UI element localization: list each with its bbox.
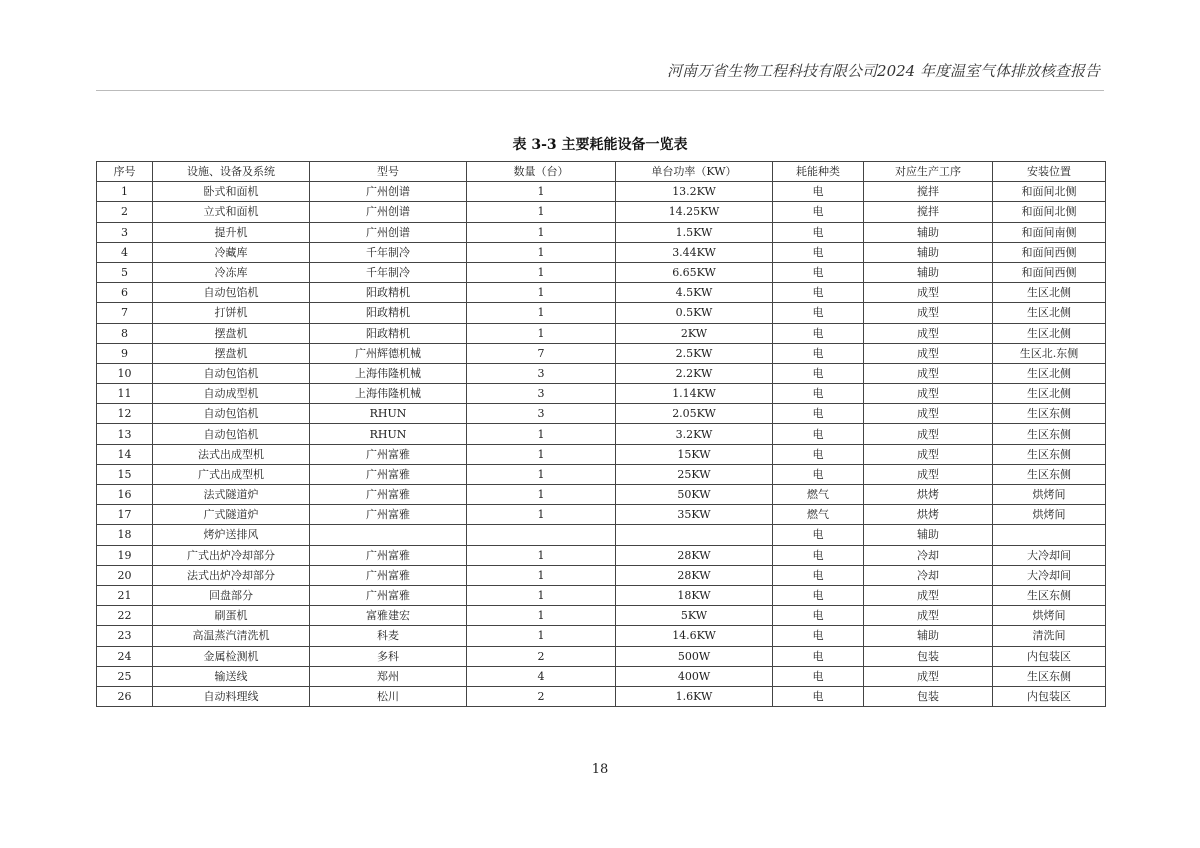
cell-power: 1.14KW (616, 384, 773, 404)
cell-energy-type: 电 (773, 182, 864, 202)
cell-seq: 18 (97, 525, 153, 545)
cell-process: 烘烤 (864, 505, 993, 525)
cell-power: 1.6KW (616, 686, 773, 706)
table-row (97, 545, 1106, 565)
cell-seq: 22 (97, 606, 153, 626)
cell-energy-type: 电 (773, 606, 864, 626)
cell-energy-type: 电 (773, 202, 864, 222)
cell-equipment: 提升机 (153, 222, 310, 242)
cell-equipment: 法式出炉冷却部分 (153, 565, 310, 585)
cell-process: 成型 (864, 303, 993, 323)
cell-location: 生区东侧 (993, 585, 1106, 605)
cell-model: 广州富雅 (310, 545, 467, 565)
cell-energy-type: 电 (773, 646, 864, 666)
cell-equipment: 冷冻库 (153, 262, 310, 282)
cell-seq: 14 (97, 444, 153, 464)
cell-process: 辅助 (864, 242, 993, 262)
cell-quantity: 1 (467, 424, 616, 444)
cell-location: 生区东侧 (993, 444, 1106, 464)
cell-energy-type: 电 (773, 525, 864, 545)
cell-process: 成型 (864, 424, 993, 444)
cell-equipment: 广式出炉冷却部分 (153, 545, 310, 565)
table-row (97, 283, 1106, 303)
cell-power: 5KW (616, 606, 773, 626)
cell-seq: 4 (97, 242, 153, 262)
cell-location: 生区东侧 (993, 404, 1106, 424)
cell-process: 烘烤 (864, 485, 993, 505)
cell-location: 内包装区 (993, 686, 1106, 706)
cell-seq: 7 (97, 303, 153, 323)
column-header-equipment: 设施、设备及系统 (153, 162, 310, 182)
cell-power: 400W (616, 666, 773, 686)
cell-process: 成型 (864, 283, 993, 303)
cell-process: 成型 (864, 606, 993, 626)
cell-location: 生区北侧 (993, 384, 1106, 404)
cell-power: 50KW (616, 485, 773, 505)
cell-location: 和面间南侧 (993, 222, 1106, 242)
cell-equipment: 自动成型机 (153, 384, 310, 404)
cell-process: 搅拌 (864, 182, 993, 202)
cell-process: 冷却 (864, 545, 993, 565)
table-row (97, 525, 1106, 545)
cell-model: 千年制冷 (310, 242, 467, 262)
cell-energy-type: 燃气 (773, 505, 864, 525)
cell-model: 广州富雅 (310, 464, 467, 484)
cell-power: 2.5KW (616, 343, 773, 363)
table-row (97, 646, 1106, 666)
table-row (97, 222, 1106, 242)
cell-seq: 13 (97, 424, 153, 444)
cell-quantity: 1 (467, 626, 616, 646)
table-row (97, 626, 1106, 646)
cell-power: 14.25KW (616, 202, 773, 222)
table-row (97, 262, 1106, 282)
cell-energy-type: 电 (773, 585, 864, 605)
cell-energy-type: 电 (773, 262, 864, 282)
cell-equipment: 自动包馅机 (153, 363, 310, 383)
cell-location: 烘烤间 (993, 505, 1106, 525)
cell-model: RHUN (310, 404, 467, 424)
cell-location: 生区北侧 (993, 283, 1106, 303)
cell-seq: 25 (97, 666, 153, 686)
cell-seq: 12 (97, 404, 153, 424)
table-row (97, 343, 1106, 363)
cell-seq: 2 (97, 202, 153, 222)
page-number: 18 (591, 762, 609, 777)
column-header-energy-type: 耗能种类 (773, 162, 864, 182)
cell-quantity: 1 (467, 505, 616, 525)
cell-energy-type: 电 (773, 283, 864, 303)
cell-equipment: 回盘部分 (153, 585, 310, 605)
cell-energy-type: 电 (773, 343, 864, 363)
column-header-location: 安装位置 (993, 162, 1106, 182)
running-header: 河南万省生物工程科技有限公司2024 年度温室气体排放核查报告 (667, 62, 1100, 80)
cell-location: 大冷却间 (993, 545, 1106, 565)
table-row (97, 242, 1106, 262)
cell-equipment: 法式出成型机 (153, 444, 310, 464)
cell-seq: 17 (97, 505, 153, 525)
cell-location: 生区北侧 (993, 363, 1106, 383)
cell-equipment: 卧式和面机 (153, 182, 310, 202)
cell-quantity: 2 (467, 686, 616, 706)
cell-process: 辅助 (864, 222, 993, 242)
cell-equipment: 冷藏库 (153, 242, 310, 262)
cell-seq: 6 (97, 283, 153, 303)
cell-power: 4.5KW (616, 283, 773, 303)
column-header-model: 型号 (310, 162, 467, 182)
cell-model: 上海伟隆机械 (310, 363, 467, 383)
cell-location: 生区北侧 (993, 323, 1106, 343)
cell-process: 成型 (864, 363, 993, 383)
cell-power: 25KW (616, 464, 773, 484)
cell-equipment: 自动包馅机 (153, 424, 310, 444)
cell-location: 和面间西侧 (993, 262, 1106, 282)
cell-energy-type: 电 (773, 363, 864, 383)
cell-energy-type: 电 (773, 222, 864, 242)
cell-model: 广州辉德机械 (310, 343, 467, 363)
cell-quantity: 1 (467, 222, 616, 242)
cell-model: 科麦 (310, 626, 467, 646)
table-row (97, 303, 1106, 323)
cell-location: 生区东侧 (993, 666, 1106, 686)
cell-quantity: 3 (467, 384, 616, 404)
cell-model: 多科 (310, 646, 467, 666)
cell-quantity: 1 (467, 606, 616, 626)
cell-model: 广州富雅 (310, 505, 467, 525)
cell-quantity (467, 525, 616, 545)
cell-power: 18KW (616, 585, 773, 605)
table-row (97, 585, 1106, 605)
cell-location: 内包装区 (993, 646, 1106, 666)
cell-seq: 8 (97, 323, 153, 343)
cell-model: 上海伟隆机械 (310, 384, 467, 404)
cell-power: 28KW (616, 545, 773, 565)
cell-energy-type: 电 (773, 545, 864, 565)
cell-equipment: 金属检测机 (153, 646, 310, 666)
cell-equipment: 刷蛋机 (153, 606, 310, 626)
cell-energy-type: 电 (773, 242, 864, 262)
cell-model: 广州富雅 (310, 444, 467, 464)
cell-process: 搅拌 (864, 202, 993, 222)
cell-process: 成型 (864, 464, 993, 484)
cell-seq: 9 (97, 343, 153, 363)
cell-process: 成型 (864, 585, 993, 605)
equipment-table (96, 161, 1106, 707)
table-title: 表 3-3 主要耗能设备一览表 (512, 137, 688, 153)
cell-process: 辅助 (864, 525, 993, 545)
cell-process: 辅助 (864, 262, 993, 282)
cell-power (616, 525, 773, 545)
cell-equipment: 打饼机 (153, 303, 310, 323)
cell-model: 富雅建宏 (310, 606, 467, 626)
cell-location: 和面间北侧 (993, 182, 1106, 202)
cell-seq: 11 (97, 384, 153, 404)
column-header-seq: 序号 (97, 162, 153, 182)
cell-quantity: 1 (467, 242, 616, 262)
table-row (97, 404, 1106, 424)
cell-seq: 24 (97, 646, 153, 666)
cell-quantity: 2 (467, 646, 616, 666)
cell-equipment: 自动料理线 (153, 686, 310, 706)
cell-model: 阳政精机 (310, 303, 467, 323)
cell-location: 清洗间 (993, 626, 1106, 646)
cell-equipment: 烤炉送排风 (153, 525, 310, 545)
cell-power: 28KW (616, 565, 773, 585)
cell-energy-type: 电 (773, 384, 864, 404)
cell-location: 和面间西侧 (993, 242, 1106, 262)
cell-energy-type: 电 (773, 666, 864, 686)
table-row (97, 505, 1106, 525)
cell-process: 成型 (864, 404, 993, 424)
table-row (97, 606, 1106, 626)
cell-model: 广州创谱 (310, 182, 467, 202)
cell-power: 35KW (616, 505, 773, 525)
cell-energy-type: 电 (773, 303, 864, 323)
cell-energy-type: 电 (773, 404, 864, 424)
cell-power: 15KW (616, 444, 773, 464)
column-header-process: 对应生产工序 (864, 162, 993, 182)
cell-power: 1.5KW (616, 222, 773, 242)
cell-process: 成型 (864, 343, 993, 363)
cell-seq: 15 (97, 464, 153, 484)
column-header-power: 单台功率（KW） (616, 162, 773, 182)
cell-seq: 26 (97, 686, 153, 706)
cell-quantity: 3 (467, 363, 616, 383)
cell-location: 生区北.东侧 (993, 343, 1106, 363)
cell-equipment: 广式隧道炉 (153, 505, 310, 525)
cell-power: 500W (616, 646, 773, 666)
cell-equipment: 法式隧道炉 (153, 485, 310, 505)
cell-energy-type: 电 (773, 626, 864, 646)
cell-location: 生区北侧 (993, 303, 1106, 323)
cell-location: 生区东侧 (993, 424, 1106, 444)
cell-equipment: 高温蒸汽清洗机 (153, 626, 310, 646)
cell-model (310, 525, 467, 545)
cell-power: 13.2KW (616, 182, 773, 202)
cell-process: 成型 (864, 323, 993, 343)
cell-seq: 16 (97, 485, 153, 505)
header-rule (96, 90, 1104, 91)
cell-quantity: 1 (467, 585, 616, 605)
cell-energy-type: 电 (773, 686, 864, 706)
cell-quantity: 1 (467, 464, 616, 484)
cell-model: 松川 (310, 686, 467, 706)
cell-model: 广州富雅 (310, 485, 467, 505)
cell-quantity: 1 (467, 565, 616, 585)
cell-seq: 21 (97, 585, 153, 605)
column-header-quantity: 数量（台） (467, 162, 616, 182)
cell-power: 2KW (616, 323, 773, 343)
table-row (97, 485, 1106, 505)
cell-seq: 23 (97, 626, 153, 646)
cell-energy-type: 电 (773, 323, 864, 343)
cell-location: 烘烤间 (993, 485, 1106, 505)
cell-process: 辅助 (864, 626, 993, 646)
cell-location: 生区东侧 (993, 464, 1106, 484)
table-row (97, 444, 1106, 464)
table-row (97, 424, 1106, 444)
cell-power: 14.6KW (616, 626, 773, 646)
cell-quantity: 4 (467, 666, 616, 686)
cell-seq: 1 (97, 182, 153, 202)
table-header (97, 162, 1106, 182)
table-row (97, 666, 1106, 686)
cell-process: 冷却 (864, 565, 993, 585)
cell-process: 包装 (864, 646, 993, 666)
cell-model: 郑州 (310, 666, 467, 686)
cell-equipment: 自动包馅机 (153, 283, 310, 303)
cell-equipment: 立式和面机 (153, 202, 310, 222)
cell-quantity: 1 (467, 202, 616, 222)
table-row (97, 182, 1106, 202)
cell-model: 广州创谱 (310, 222, 467, 242)
cell-quantity: 3 (467, 404, 616, 424)
cell-seq: 20 (97, 565, 153, 585)
cell-process: 成型 (864, 384, 993, 404)
cell-model: 阳政精机 (310, 323, 467, 343)
cell-energy-type: 燃气 (773, 485, 864, 505)
cell-location: 烘烤间 (993, 606, 1106, 626)
cell-quantity: 1 (467, 485, 616, 505)
cell-location: 和面间北侧 (993, 202, 1106, 222)
cell-equipment: 自动包馅机 (153, 404, 310, 424)
cell-quantity: 1 (467, 323, 616, 343)
cell-power: 6.65KW (616, 262, 773, 282)
cell-model: 广州富雅 (310, 585, 467, 605)
cell-quantity: 1 (467, 182, 616, 202)
cell-equipment: 输送线 (153, 666, 310, 686)
table-row (97, 363, 1106, 383)
cell-energy-type: 电 (773, 565, 864, 585)
cell-process: 成型 (864, 444, 993, 464)
cell-seq: 19 (97, 545, 153, 565)
cell-process: 包装 (864, 686, 993, 706)
cell-quantity: 7 (467, 343, 616, 363)
table-row (97, 202, 1106, 222)
cell-power: 2.05KW (616, 404, 773, 424)
cell-quantity: 1 (467, 545, 616, 565)
cell-equipment: 摆盘机 (153, 323, 310, 343)
cell-power: 0.5KW (616, 303, 773, 323)
cell-seq: 5 (97, 262, 153, 282)
cell-process: 成型 (864, 666, 993, 686)
cell-model: 广州创谱 (310, 202, 467, 222)
cell-power: 2.2KW (616, 363, 773, 383)
cell-seq: 3 (97, 222, 153, 242)
cell-location (993, 525, 1106, 545)
table-row (97, 464, 1106, 484)
cell-quantity: 1 (467, 303, 616, 323)
cell-seq: 10 (97, 363, 153, 383)
cell-equipment: 摆盘机 (153, 343, 310, 363)
cell-quantity: 1 (467, 444, 616, 464)
cell-model: 阳政精机 (310, 283, 467, 303)
cell-location: 大冷却间 (993, 565, 1106, 585)
cell-energy-type: 电 (773, 464, 864, 484)
cell-model: 千年制冷 (310, 262, 467, 282)
cell-power: 3.2KW (616, 424, 773, 444)
cell-quantity: 1 (467, 283, 616, 303)
header-row (97, 162, 1106, 182)
cell-model: RHUN (310, 424, 467, 444)
table-row (97, 323, 1106, 343)
table-row (97, 565, 1106, 585)
cell-model: 广州富雅 (310, 565, 467, 585)
cell-energy-type: 电 (773, 444, 864, 464)
cell-quantity: 1 (467, 262, 616, 282)
cell-energy-type: 电 (773, 424, 864, 444)
cell-equipment: 广式出成型机 (153, 464, 310, 484)
table-row (97, 686, 1106, 706)
table-body (97, 182, 1106, 707)
cell-power: 3.44KW (616, 242, 773, 262)
table-row (97, 384, 1106, 404)
